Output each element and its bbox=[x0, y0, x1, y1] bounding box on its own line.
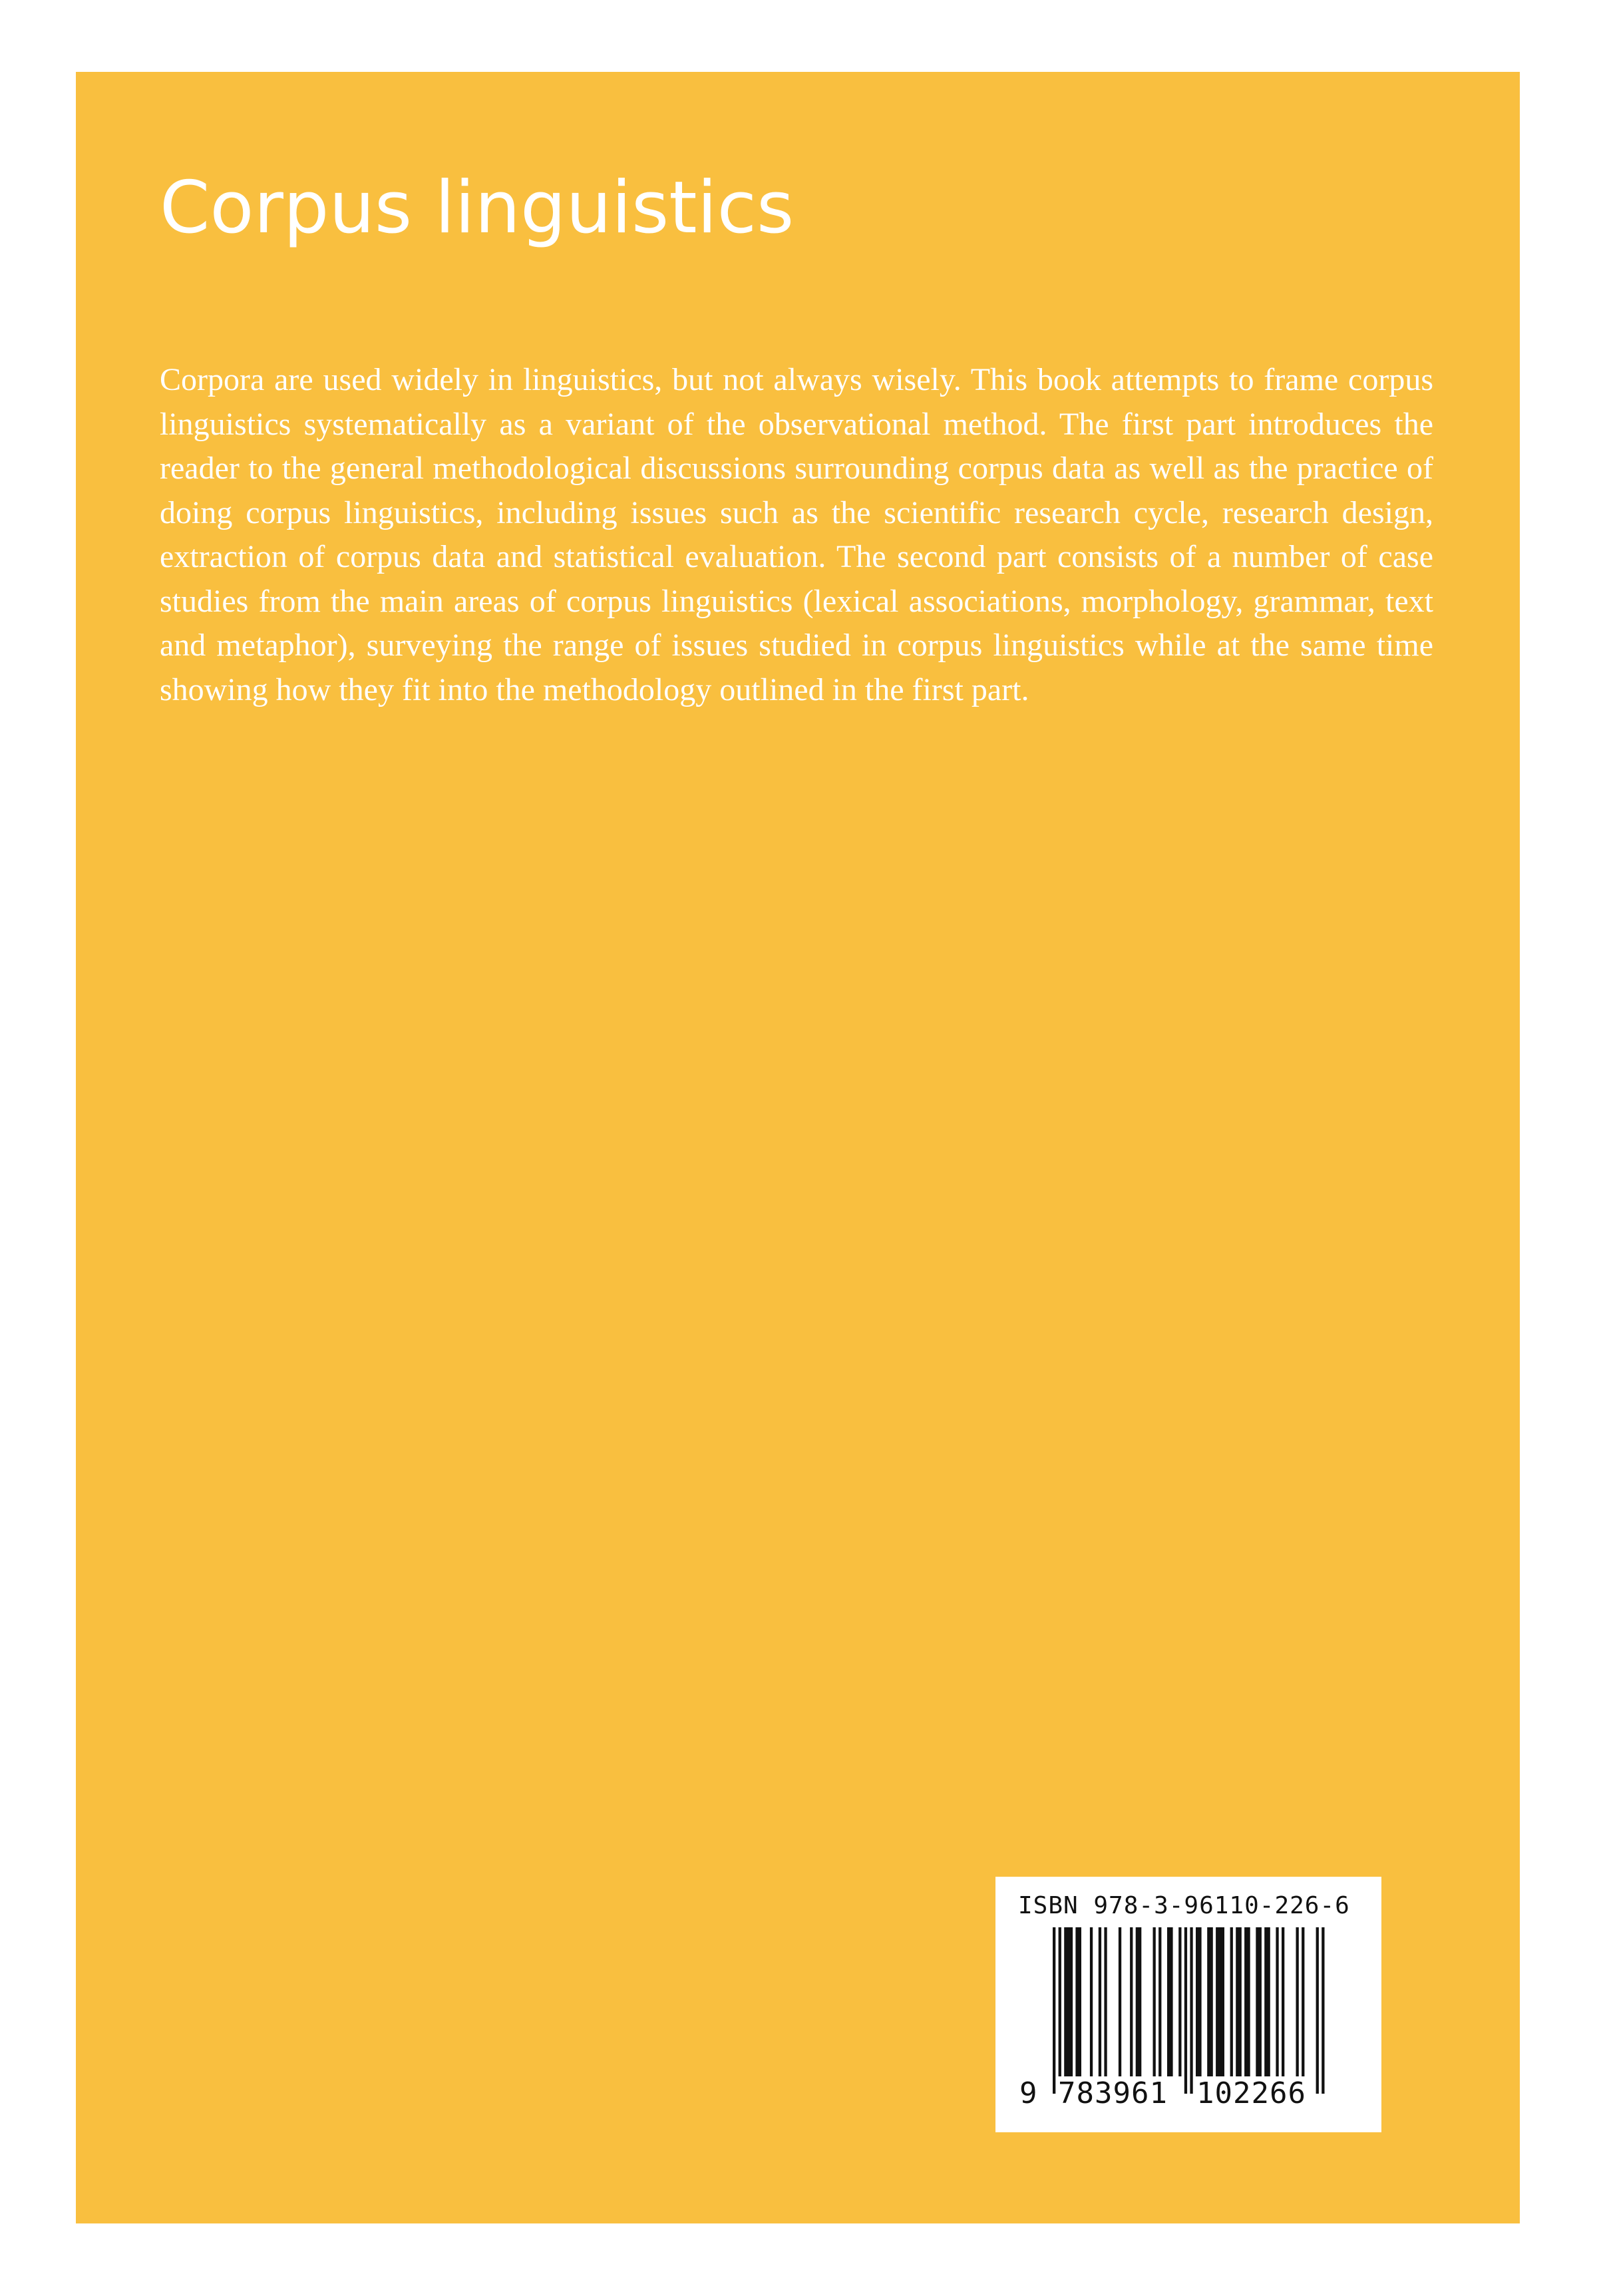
barcode-bar bbox=[1090, 1927, 1093, 2076]
barcode-guard-bar bbox=[1184, 1927, 1187, 2094]
barcode-bar bbox=[1196, 1927, 1202, 2076]
barcode-bar bbox=[1167, 1927, 1173, 2076]
barcode-bar bbox=[1153, 1927, 1156, 2076]
barcode-bar bbox=[1216, 1927, 1224, 2076]
ean-left-digits: 783961 bbox=[1058, 2076, 1168, 2110]
barcode-bar bbox=[1282, 1927, 1284, 2076]
barcode-bar bbox=[1075, 1927, 1081, 2076]
barcode-guard-bar bbox=[1053, 1927, 1055, 2094]
barcode-bar bbox=[1158, 1927, 1161, 2076]
barcode-bar bbox=[1236, 1927, 1242, 2076]
barcode-bar bbox=[1244, 1927, 1250, 2076]
isbn-barcode bbox=[995, 1877, 1381, 2132]
barcode-bar bbox=[1230, 1927, 1233, 2076]
barcode-bar bbox=[1207, 1927, 1213, 2076]
ean-right-digits: 102266 bbox=[1196, 2076, 1306, 2110]
book-title: Corpus linguistics bbox=[160, 166, 795, 250]
book-back-cover bbox=[76, 72, 1520, 2223]
barcode-bar bbox=[1296, 1927, 1299, 2076]
barcode-bar bbox=[1130, 1927, 1133, 2076]
barcode-bar bbox=[1178, 1927, 1181, 2076]
book-description: Corpora are used widely in linguistics, but not always wisely. This book attempts to frame corpus linguistics systematically as a variant of the observational method. The first part introduces the reader to the general methodological discussions surrounding corpus data as well as the practice of doing corpus linguistics, including issues such as the scientific research cycle, research design, extraction of corpus data and statistical evaluation. The second part consists of a number of case studies from the main areas of corpus linguistics (lexical associations, morphology, grammar, text and metaphor), surveying the range of issues studied in corpus linguistics while at the same time showing how they fit into the methodology outlined in the first part. bbox=[160, 362, 1433, 707]
barcode-bar bbox=[1276, 1927, 1278, 2076]
barcode-bar bbox=[1264, 1927, 1270, 2076]
barcode-bar bbox=[1136, 1927, 1142, 2076]
barcode-guard-bar bbox=[1322, 1927, 1324, 2094]
barcode-bar bbox=[1119, 1927, 1121, 2076]
isbn-label: ISBN 978-3-96110-226-6 bbox=[1018, 1892, 1350, 1919]
barcode-bar bbox=[1064, 1927, 1073, 2076]
barcode-guard-bar bbox=[1059, 1927, 1061, 2094]
barcode-bar bbox=[1104, 1927, 1107, 2076]
barcode-bar bbox=[1099, 1927, 1101, 2076]
barcode-guard-bar bbox=[1316, 1927, 1319, 2094]
barcode-bar bbox=[1256, 1927, 1262, 2076]
ean-first-digit: 9 bbox=[1019, 2076, 1038, 2110]
barcode-bar bbox=[1302, 1927, 1304, 2076]
barcode-guard-bar bbox=[1190, 1927, 1192, 2094]
